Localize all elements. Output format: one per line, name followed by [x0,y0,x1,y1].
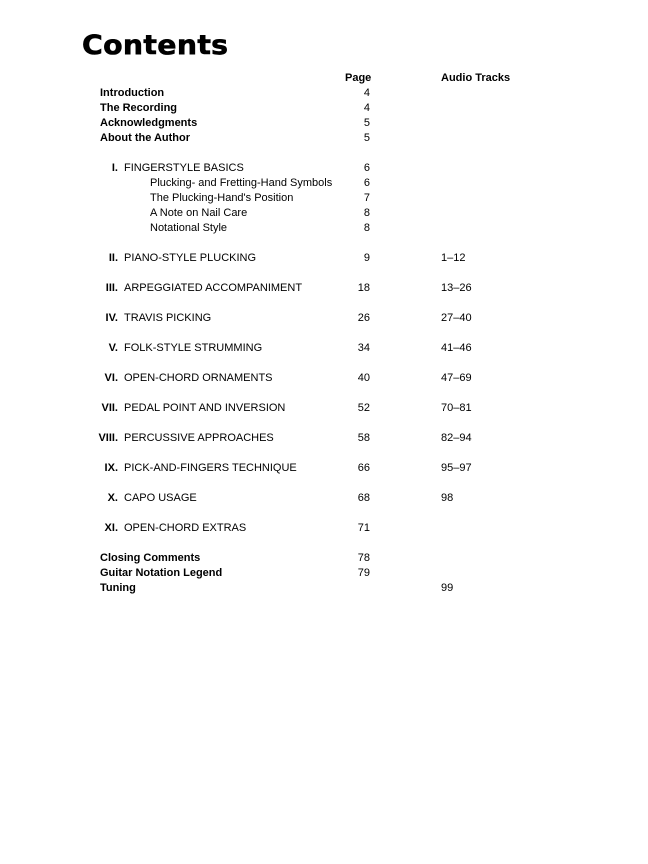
subsection-title: Notational Style [150,222,228,234]
chapter-title: PERCUSSIVE APPROACHES [124,432,274,444]
chapter-number: IV. [105,312,118,324]
toc-entry-label: Guitar Notation Legend [100,567,223,579]
chapter-title: PIANO-STYLE PLUCKING [124,252,257,264]
chapter-audio-tracks: 82–94 [441,432,472,444]
page-column-header: Page [345,72,372,84]
toc-entry-label: Introduction [100,87,165,99]
chapter-page: 34 [357,342,370,354]
chapter-number: III. [105,282,118,294]
chapter-number: VIII. [98,432,118,444]
chapter-audio-tracks: 70–81 [441,402,472,414]
toc-row-chapter-10[interactable] [0,491,648,506]
toc-row-chapter-1[interactable] [0,161,648,176]
chapter-title: FOLK-STYLE STRUMMING [124,342,263,354]
chapter-page: 18 [357,282,370,294]
chapter-number: VI. [104,372,118,384]
subsection-page: 8 [363,207,370,219]
subsection-title: A Note on Nail Care [150,207,248,219]
chapter-audio-tracks: 41–46 [441,342,472,354]
toc-row-chapter-9[interactable] [0,461,648,476]
toc-entry-label: Closing Comments [100,552,201,564]
chapter-title: OPEN-CHORD EXTRAS [124,522,247,534]
toc-entry-page: 79 [357,567,370,579]
chapter-number: VII. [101,402,118,414]
chapter-title: TRAVIS PICKING [124,312,212,324]
toc-row-about-the-author[interactable] [0,131,648,146]
chapter-page: 40 [357,372,370,384]
chapter-audio-tracks: 1–12 [441,252,466,264]
toc-entry-page: 5 [363,132,370,144]
chapter-page: 58 [357,432,370,444]
chapter-number: X. [107,492,118,504]
toc-entry-audio-tracks: 99 [441,582,454,594]
chapter-page: 71 [357,522,370,534]
chapter-title: CAPO USAGE [124,492,197,504]
chapter-page: 68 [357,492,370,504]
toc-row-guitar-notation-legend[interactable] [0,566,648,581]
chapter-audio-tracks: 95–97 [441,462,472,474]
chapter-title: OPEN-CHORD ORNAMENTS [124,372,273,384]
toc-entry-page: 4 [363,102,370,114]
toc-row-chapter-5[interactable] [0,341,648,356]
chapter-page: 52 [357,402,370,414]
chapter-number: II. [108,252,118,264]
subsection-title: Plucking- and Fretting-Hand Symbols [150,177,333,189]
toc-row-subsection[interactable] [0,176,648,191]
toc-row-chapter-6[interactable] [0,371,648,386]
chapter-page: 6 [363,162,370,174]
subsection-title: The Plucking-Hand's Position [150,192,294,204]
toc-entry-label: About the Author [100,132,191,144]
toc-entry-label: The Recording [100,102,178,114]
chapter-number: I. [111,162,118,174]
toc-row-subsection[interactable] [0,221,648,236]
chapter-audio-tracks: 13–26 [441,282,472,294]
subsection-page: 8 [363,222,370,234]
chapter-title: FINGERSTYLE BASICS [124,162,244,174]
chapter-number: IX. [104,462,118,474]
chapter-page: 66 [357,462,370,474]
toc-row-subsection[interactable] [0,206,648,221]
toc-entry-page: 4 [363,87,370,99]
toc-row-subsection[interactable] [0,191,648,206]
subsection-page: 7 [363,192,370,204]
chapter-title: PICK-AND-FINGERS TECHNIQUE [124,462,297,474]
toc-row-the-recording[interactable] [0,101,648,116]
toc-row-chapter-11[interactable] [0,521,648,536]
toc-entry-page: 78 [357,552,370,564]
toc-entry-page: 5 [363,117,370,129]
toc-row-chapter-8[interactable] [0,431,648,446]
chapter-page: 9 [363,252,370,264]
subsection-page: 6 [363,177,370,189]
audio-tracks-column-header: Audio Tracks [441,72,511,84]
toc-row-acknowledgments[interactable] [0,116,648,131]
chapter-audio-tracks: 98 [441,492,454,504]
toc-entry-label: Acknowledgments [100,117,198,129]
chapter-number: V. [108,342,118,354]
toc-row-closing-comments[interactable] [0,551,648,566]
chapter-audio-tracks: 27–40 [441,312,472,324]
toc-entry-label: Tuning [100,582,136,594]
chapter-title: ARPEGGIATED ACCOMPANIMENT [124,282,303,294]
chapter-number: XI. [104,522,118,534]
chapter-audio-tracks: 47–69 [441,372,472,384]
page-title: Contents [82,30,229,61]
toc-row-tuning[interactable] [0,581,648,596]
toc-row-introduction[interactable] [0,86,648,101]
toc-row-chapter-7[interactable] [0,401,648,416]
chapter-title: PEDAL POINT AND INVERSION [124,402,286,414]
toc-row-chapter-2[interactable] [0,251,648,266]
toc-row-chapter-3[interactable] [0,281,648,296]
toc-row-chapter-4[interactable] [0,311,648,326]
chapter-page: 26 [357,312,370,324]
